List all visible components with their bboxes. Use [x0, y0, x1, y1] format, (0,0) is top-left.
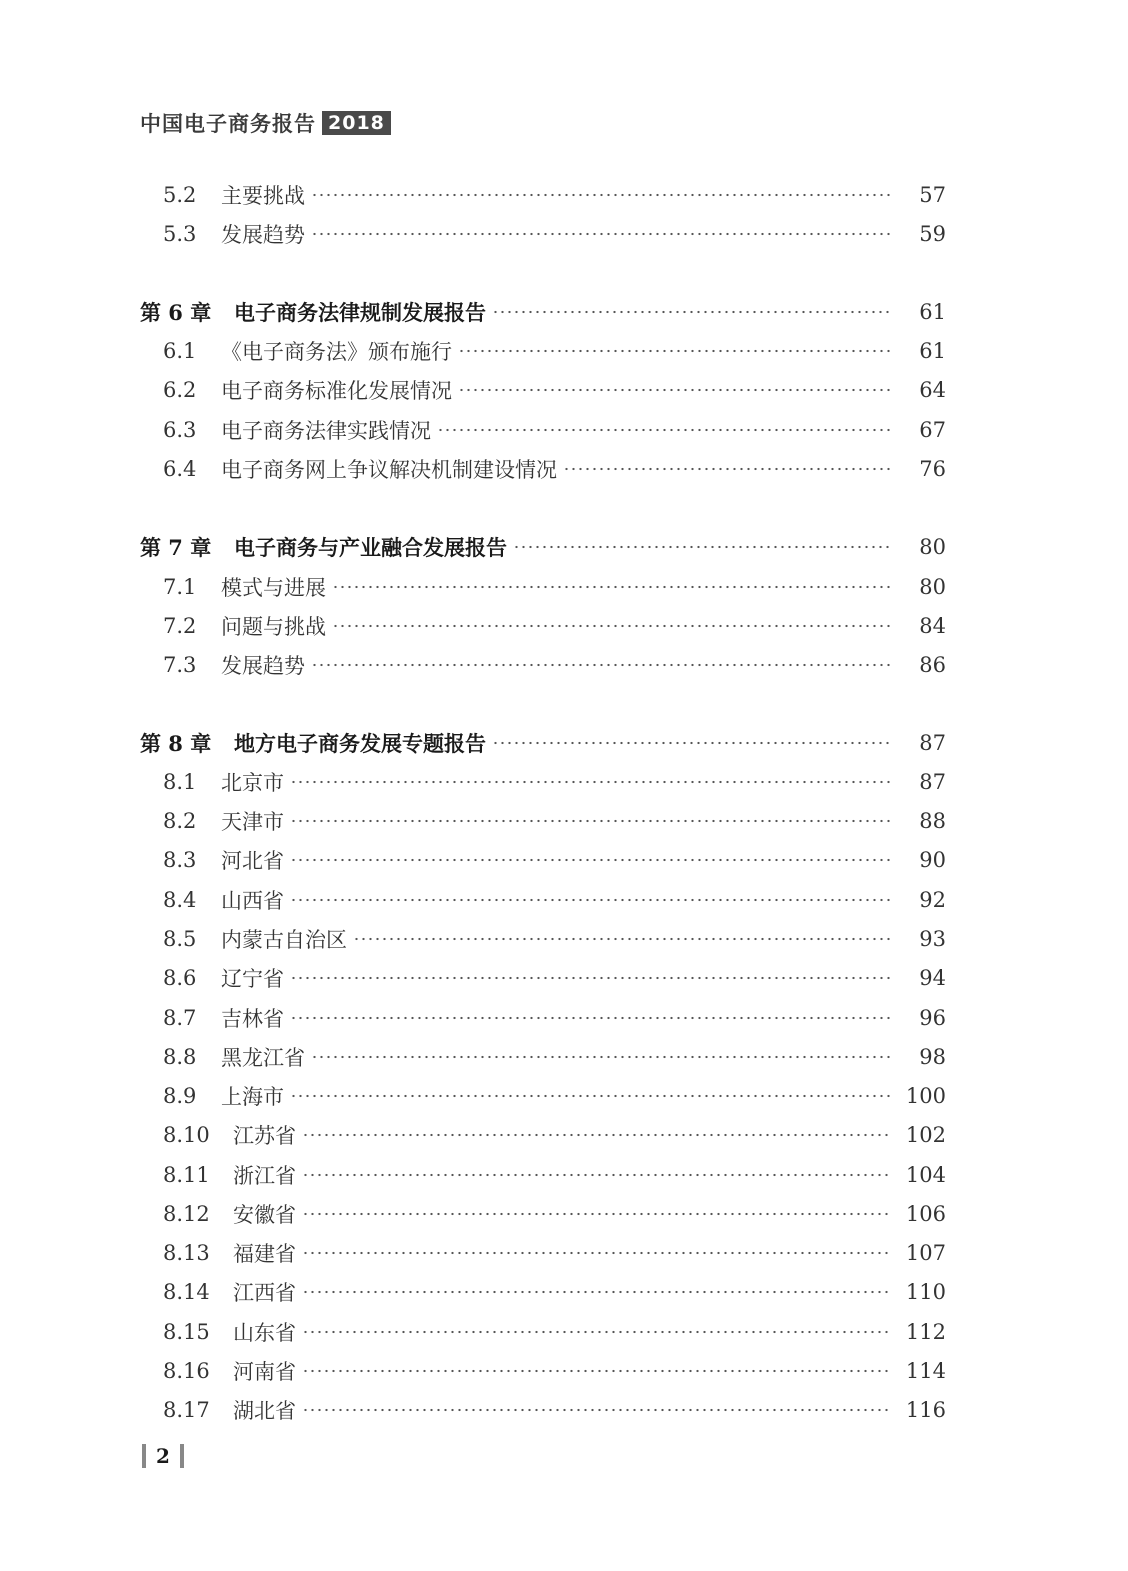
toc-entry-title: 电子商务法律规制发展报告	[234, 300, 486, 325]
toc-entry-title: 主要挑战	[221, 184, 305, 208]
dot-leader	[302, 1395, 892, 1425]
toc-entry-title: 电子商务网上争议解决机制建设情况	[221, 458, 557, 482]
toc-entry-title: 山西省	[221, 889, 284, 913]
toc-entry-number: 8.2	[163, 809, 197, 833]
toc-entry-number: 8.17	[163, 1398, 210, 1422]
toc-entry-number: 第 8 章	[140, 731, 212, 756]
toc-entry-number: 8.5	[163, 927, 197, 951]
toc-entry-number: 8.10	[163, 1123, 210, 1147]
toc-section-entry	[163, 1356, 946, 1386]
toc-chapter-entry	[140, 728, 946, 758]
toc-entry-page: 107	[905, 1241, 946, 1265]
toc-entry-title: 问题与挑战	[221, 615, 326, 639]
toc-section-entry	[163, 415, 946, 445]
toc-entry-page: 116	[905, 1398, 946, 1422]
toc-section-entry	[163, 1120, 946, 1150]
dot-leader	[302, 1277, 892, 1307]
dot-leader	[332, 572, 892, 602]
toc-entry-title: 江苏省	[233, 1124, 296, 1148]
toc-chapter-entry	[140, 532, 946, 562]
dot-leader	[302, 1317, 892, 1347]
toc-entry-page: 93	[919, 927, 946, 951]
toc-entry-page: 61	[919, 300, 946, 324]
toc-entry-page: 102	[905, 1123, 946, 1147]
toc-entry-page: 110	[905, 1280, 946, 1304]
toc-entry-title: 北京市	[221, 771, 284, 795]
toc-section-entry	[163, 963, 946, 993]
dot-leader	[513, 532, 892, 562]
toc-entry-title: 模式与进展	[221, 576, 326, 600]
dot-leader	[290, 845, 892, 875]
toc-section-entry	[163, 219, 946, 249]
toc-entry-title: 电子商务与产业融合发展报告	[234, 535, 507, 560]
toc-entry-number: 7.3	[163, 653, 197, 677]
toc-entry-number: 7.2	[163, 614, 197, 638]
dot-leader	[353, 924, 892, 954]
toc-entry-title: 浙江省	[233, 1164, 296, 1188]
toc-entry-page: 112	[905, 1320, 946, 1344]
dot-leader	[290, 1081, 892, 1111]
toc-entry-title: 电子商务标准化发展情况	[221, 379, 452, 403]
toc-section-entry	[163, 375, 946, 405]
dot-leader	[302, 1160, 892, 1190]
dot-leader	[290, 885, 892, 915]
toc-entry-title: 河南省	[233, 1360, 296, 1384]
toc-entry-page: 87	[919, 770, 946, 794]
toc-section-entry	[163, 611, 946, 641]
toc-entry-page: 106	[905, 1202, 946, 1226]
toc-section-entry	[163, 806, 946, 836]
toc-entry-page: 57	[919, 183, 946, 207]
toc-entry-page: 67	[919, 418, 946, 442]
toc-entry-page: 94	[919, 966, 946, 990]
dot-leader	[290, 806, 892, 836]
toc-chapter-entry	[140, 297, 946, 327]
dot-leader	[302, 1356, 892, 1386]
toc-entry-title: 江西省	[233, 1281, 296, 1305]
toc-entry-number: 8.4	[163, 888, 197, 912]
dot-leader	[492, 728, 892, 758]
dot-leader	[492, 297, 892, 327]
toc-section-entry	[163, 1317, 946, 1347]
toc-entry-page: 114	[905, 1359, 946, 1383]
toc-entry-number: 6.2	[163, 378, 197, 402]
toc-entry-page: 61	[919, 339, 946, 363]
dot-leader	[563, 454, 892, 484]
toc-section-entry	[163, 180, 946, 210]
toc-entry-number: 6.1	[163, 339, 197, 363]
toc-entry-number: 8.16	[163, 1359, 210, 1383]
dot-leader	[311, 1042, 892, 1072]
toc-section-entry	[163, 1160, 946, 1190]
toc-entry-title: 电子商务法律实践情况	[221, 419, 431, 443]
book-title: 中国电子商务报告	[140, 112, 316, 136]
dot-leader	[302, 1120, 892, 1150]
toc-entry-title: 上海市	[221, 1085, 284, 1109]
toc-entry-page: 64	[919, 378, 946, 402]
toc-entry-number: 8.13	[163, 1241, 210, 1265]
toc-section-entry	[163, 1199, 946, 1229]
toc-entry-number: 8.14	[163, 1280, 210, 1304]
dot-leader	[311, 180, 892, 210]
toc-section-entry	[163, 1081, 946, 1111]
toc-entry-page: 98	[919, 1045, 946, 1069]
toc-entry-number: 8.11	[163, 1163, 210, 1187]
toc-entry-page: 59	[919, 222, 946, 246]
dot-leader	[311, 650, 892, 680]
toc-entry-page: 90	[919, 848, 946, 872]
toc-entry-title: 发展趋势	[221, 223, 305, 247]
toc-entry-title: 《电子商务法》颁布施行	[221, 340, 452, 364]
toc-section-entry	[163, 1003, 946, 1033]
toc-entry-number: 8.6	[163, 966, 197, 990]
toc-entry-title: 地方电子商务发展专题报告	[234, 731, 486, 756]
toc-entry-number: 8.7	[163, 1006, 197, 1030]
toc-entry-number: 8.12	[163, 1202, 210, 1226]
toc-entry-page: 86	[919, 653, 946, 677]
toc-entry-number: 6.3	[163, 418, 197, 442]
toc-section-entry	[163, 1238, 946, 1268]
toc-entry-page: 84	[919, 614, 946, 638]
toc-entry-title: 天津市	[221, 810, 284, 834]
toc-entry-title: 吉林省	[221, 1007, 284, 1031]
toc-entry-number: 8.1	[163, 770, 197, 794]
toc-section-entry	[163, 454, 946, 484]
page-footer	[142, 1444, 184, 1468]
dot-leader	[290, 1003, 892, 1033]
toc-entry-page: 88	[919, 809, 946, 833]
toc-entry-page: 92	[919, 888, 946, 912]
dot-leader	[311, 219, 892, 249]
toc-entry-page: 96	[919, 1006, 946, 1030]
dot-leader	[290, 767, 892, 797]
toc-section-entry	[163, 845, 946, 875]
toc-entry-number: 5.3	[163, 222, 197, 246]
toc-entry-page: 87	[919, 731, 946, 755]
toc-entry-page: 80	[919, 575, 946, 599]
dot-leader	[458, 375, 892, 405]
toc-section-entry	[163, 767, 946, 797]
footer-left-bar	[142, 1444, 146, 1468]
toc-entry-title: 安徽省	[233, 1203, 296, 1227]
toc-section-entry	[163, 336, 946, 366]
toc-section-entry	[163, 885, 946, 915]
toc-entry-title: 山东省	[233, 1321, 296, 1345]
toc-entry-title: 内蒙古自治区	[221, 928, 347, 952]
dot-leader	[437, 415, 892, 445]
toc-entry-number: 8.3	[163, 848, 197, 872]
toc-entry-title: 发展趋势	[221, 654, 305, 678]
dot-leader	[302, 1199, 892, 1229]
toc-entry-number: 第 7 章	[140, 535, 212, 560]
toc-entry-number: 8.9	[163, 1084, 197, 1108]
dot-leader	[332, 611, 892, 641]
toc-entry-page: 76	[919, 457, 946, 481]
toc-section-entry	[163, 1395, 946, 1425]
toc-entry-title: 湖北省	[233, 1399, 296, 1423]
toc-entry-page: 100	[905, 1084, 946, 1108]
footer-right-bar	[180, 1444, 184, 1468]
toc-entry-page: 104	[905, 1163, 946, 1187]
toc-section-entry	[163, 924, 946, 954]
toc-entry-number: 8.8	[163, 1045, 197, 1069]
toc-entry-number: 6.4	[163, 457, 197, 481]
page-number: 2	[156, 1444, 170, 1468]
toc-entry-page: 80	[919, 535, 946, 559]
toc-entry-title: 辽宁省	[221, 967, 284, 991]
toc-entry-title: 福建省	[233, 1242, 296, 1266]
dot-leader	[302, 1238, 892, 1268]
dot-leader	[458, 336, 892, 366]
toc-entry-number: 7.1	[163, 575, 197, 599]
toc-entry-title: 黑龙江省	[221, 1046, 305, 1070]
dot-leader	[290, 963, 892, 993]
toc-section-entry	[163, 572, 946, 602]
toc-entry-number: 5.2	[163, 183, 197, 207]
toc-section-entry	[163, 650, 946, 680]
toc-entry-number: 第 6 章	[140, 300, 212, 325]
book-year-badge: 2018	[322, 111, 391, 135]
toc-entry-number: 8.15	[163, 1320, 210, 1344]
toc-entry-title: 河北省	[221, 849, 284, 873]
toc-section-entry	[163, 1277, 946, 1307]
toc-section-entry	[163, 1042, 946, 1072]
